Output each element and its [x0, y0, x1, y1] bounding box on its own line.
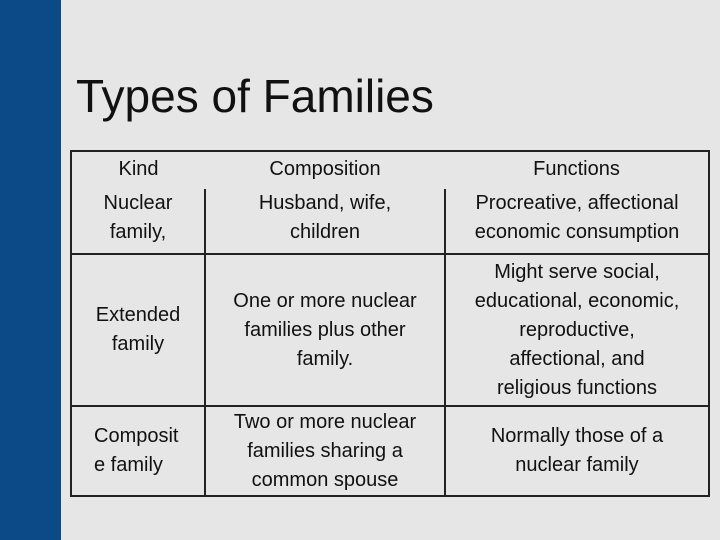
cell-kind: Nuclear family,: [71, 189, 205, 254]
header-kind: Kind: [118, 158, 159, 180]
cell-functions: Procreative, affectional economic consumption: [445, 189, 709, 254]
table-row-composite: [71, 406, 709, 496]
slide-title: Types of Families: [76, 70, 434, 122]
family-types-table: [70, 150, 710, 497]
table-header-row: [71, 151, 709, 189]
table-row-nuclear: [71, 189, 709, 254]
cell-functions: Might serve social, educational, economic, reproductive, affectional, and religious functions: [445, 254, 709, 406]
header-composition: Composition: [269, 158, 381, 180]
cell-kind: Composit e family: [71, 406, 205, 496]
cell-composition: Husband, wife, children: [205, 189, 445, 254]
cell-functions: Normally those of a nuclear family: [490, 425, 664, 476]
cell-composition: Two or more nuclear families sharing a common spouse: [205, 406, 445, 496]
cell-composition: One or more nuclear families plus other family.: [205, 254, 445, 406]
cell-kind: Extended family: [71, 254, 205, 406]
left-accent-bar: [0, 0, 61, 540]
table-row-extended: [71, 254, 709, 406]
header-functions: Functions: [533, 158, 620, 180]
